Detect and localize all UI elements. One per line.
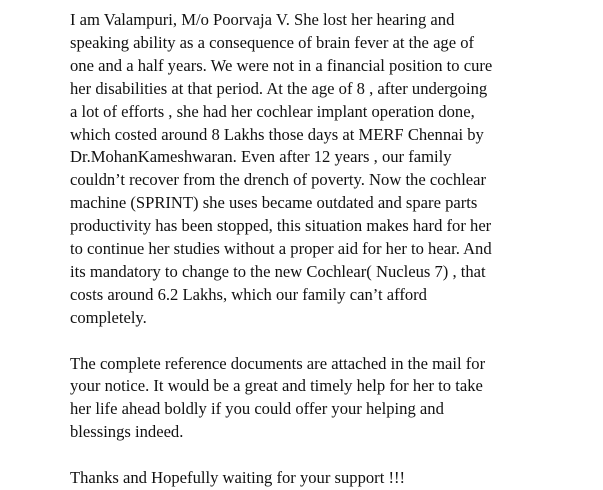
text-line: your notice. It would be a great and timely help for her to take [70,376,483,396]
paragraph-documents [70,353,600,445]
paragraph-appeal [70,9,600,330]
text-line: couldn’t recover from the drench of poverty. Now the cochlear [70,170,487,190]
text-line: Dr.MohanKameshwaran. Even after 12 years , our family [70,147,452,167]
text-line: her life ahead boldly if you could offer your helping and [70,399,444,419]
text-line: which costed around 8 Lakhs those days at MERF Chennai by [70,124,484,144]
text-line: blessings indeed. [70,422,184,442]
text-line: a lot of efforts , she had her cochlear implant operation done, [70,101,475,121]
text-line: one and a half years. We were not in a financial position to cure [70,55,493,75]
text-line: its mandatory to change to the new Cochlear( Nucleus 7) , that [70,261,486,281]
text-line: costs around 6.2 Lakhs, which our family can’t afford [70,284,427,304]
text-line: to continue her studies without a proper aid for her to hear. And [70,239,492,259]
letter-body [70,9,600,490]
text-line: speaking ability as a consequence of brain fever at the age of [70,32,475,52]
text-line: machine (SPRINT) she uses became outdated and spare parts [70,193,478,213]
text-line: completely. [70,307,147,327]
text-line: Thanks and Hopefully waiting for your support !!! [70,468,406,488]
text-line: I am Valampuri, M/o Poorvaja V. She lost her hearing and [70,10,455,29]
text-line: her disabilities at that period. At the age of 8 , after undergoing [70,78,488,98]
text-line: The complete reference documents are attached in the mail for [70,353,486,373]
text-line: productivity has been stopped, this situation makes hard for her [70,216,492,236]
paragraph-closing [70,467,600,490]
